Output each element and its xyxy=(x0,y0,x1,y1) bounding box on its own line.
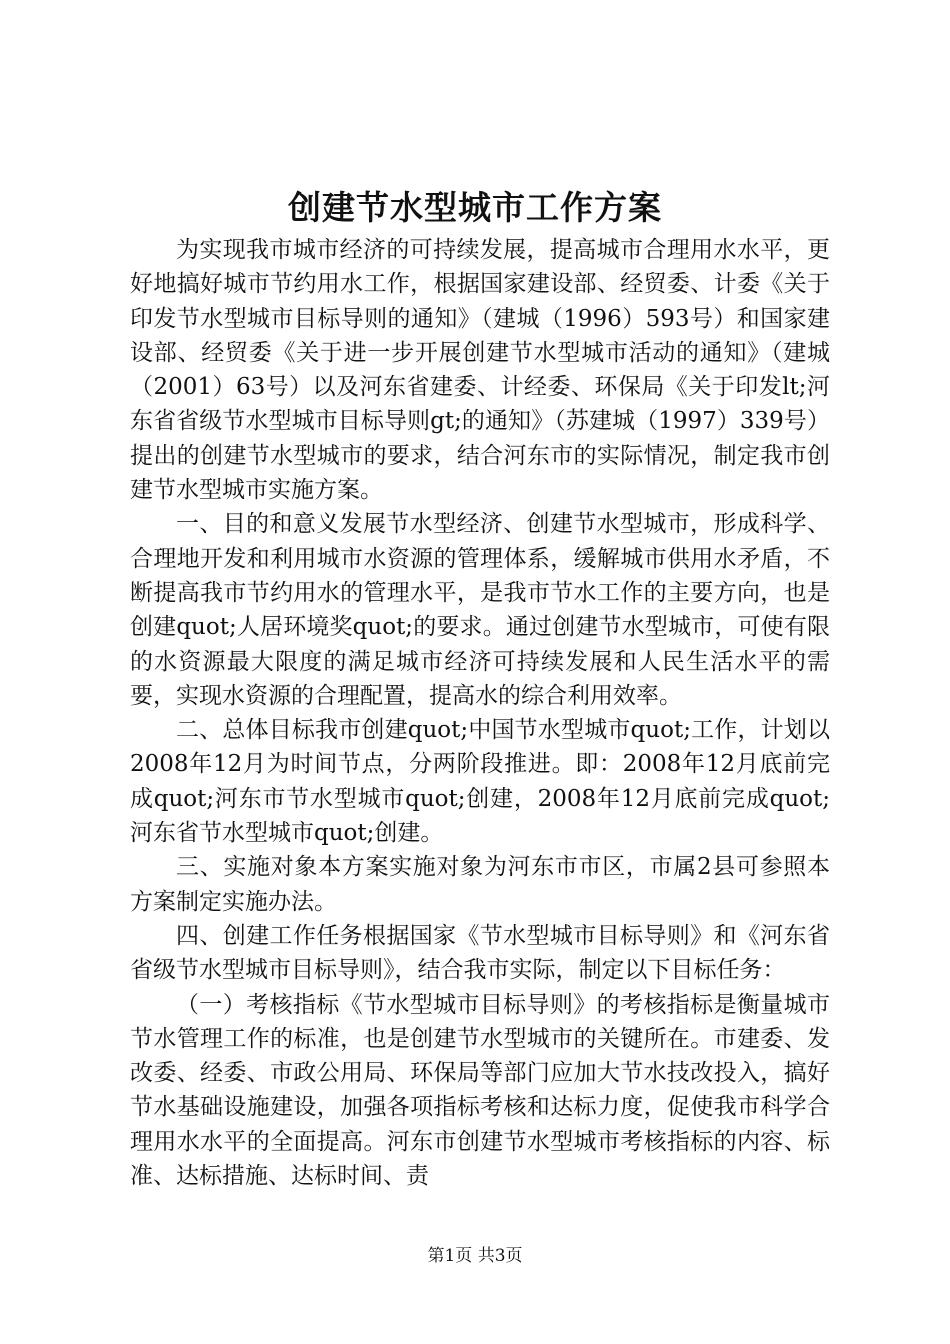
document-title: 创建节水型城市工作方案 xyxy=(288,188,662,227)
paragraph-purpose: 一、目的和意义发展节水型经济、创建节水型城市，形成科学、合理地开发和利用城市水资源的管理体系，缓解城市供用水矛盾，不断提高我市节约用水的管理水平，是我市节水工作的主要方向，也是创建quot;人居环境奖quot;的要求。通过创建节水型城市，可使有限的水资源最大限度的满足城市经济可持续发展和人民生活水平的需要，实现水资源的合理配置，提高水的综合利用效率。 xyxy=(130,511,830,709)
paragraph-overall-goal: 二、总体目标我市创建quot;中国节水型城市quot;工作，计划以2008年12月为时间节点，分两阶段推进。即：2008年12月底前完成quot;河东市节水型城市quot;创建，2008年12月底前完成quot;河东省节水型城市quot;创建。 xyxy=(130,717,830,847)
page-footer: 第1页 共3页 xyxy=(427,1246,523,1266)
paragraph-indicators: （一）考核指标《节水型城市目标导则》的考核指标是衡量城市节水管理工作的标准，也是创建节水型城市的关键所在。市建委、发改委、经委、市政公用局、环保局等部门应加大节水技改投入，搞好节水基础设施建设，加强各项指标考核和达标力度，促使我市科学合理用水水平的全面提高。河东市创建节水型城市考核指标的内容、标准、达标措施、达标时间、责 xyxy=(130,991,830,1190)
document-body xyxy=(130,233,830,1193)
paragraph-tasks: 四、创建工作任务根据国家《节水型城市目标导则》和《河东省省级节水型城市目标导则》，结合我市实际，制定以下目标任务： xyxy=(130,922,830,984)
paragraph-scope: 三、实施对象本方案实施对象为河东市市区，市属2县可参照本方案制定实施办法。 xyxy=(130,854,830,915)
paragraph-intro: 为实现我市城市经济的可持续发展，提高城市合理用水水平，更好地搞好城市节约用水工作，根据国家建设部、经贸委、计委《关于印发节水型城市目标导则的通知》（建城（1996）593号）和国家建设部、经贸委《关于进一步开展创建节水型城市活动的通知》（建城（2001）63号）以及河东省建委、计经委、环保局《关于印发lt;河东省省级节水型城市目标导则gt;的通知》（苏建城（1997）339号）提出的创建节水型城市的要求，结合河东市的实际情况，制定我市创建节水型城市实施方案。 xyxy=(130,237,830,504)
